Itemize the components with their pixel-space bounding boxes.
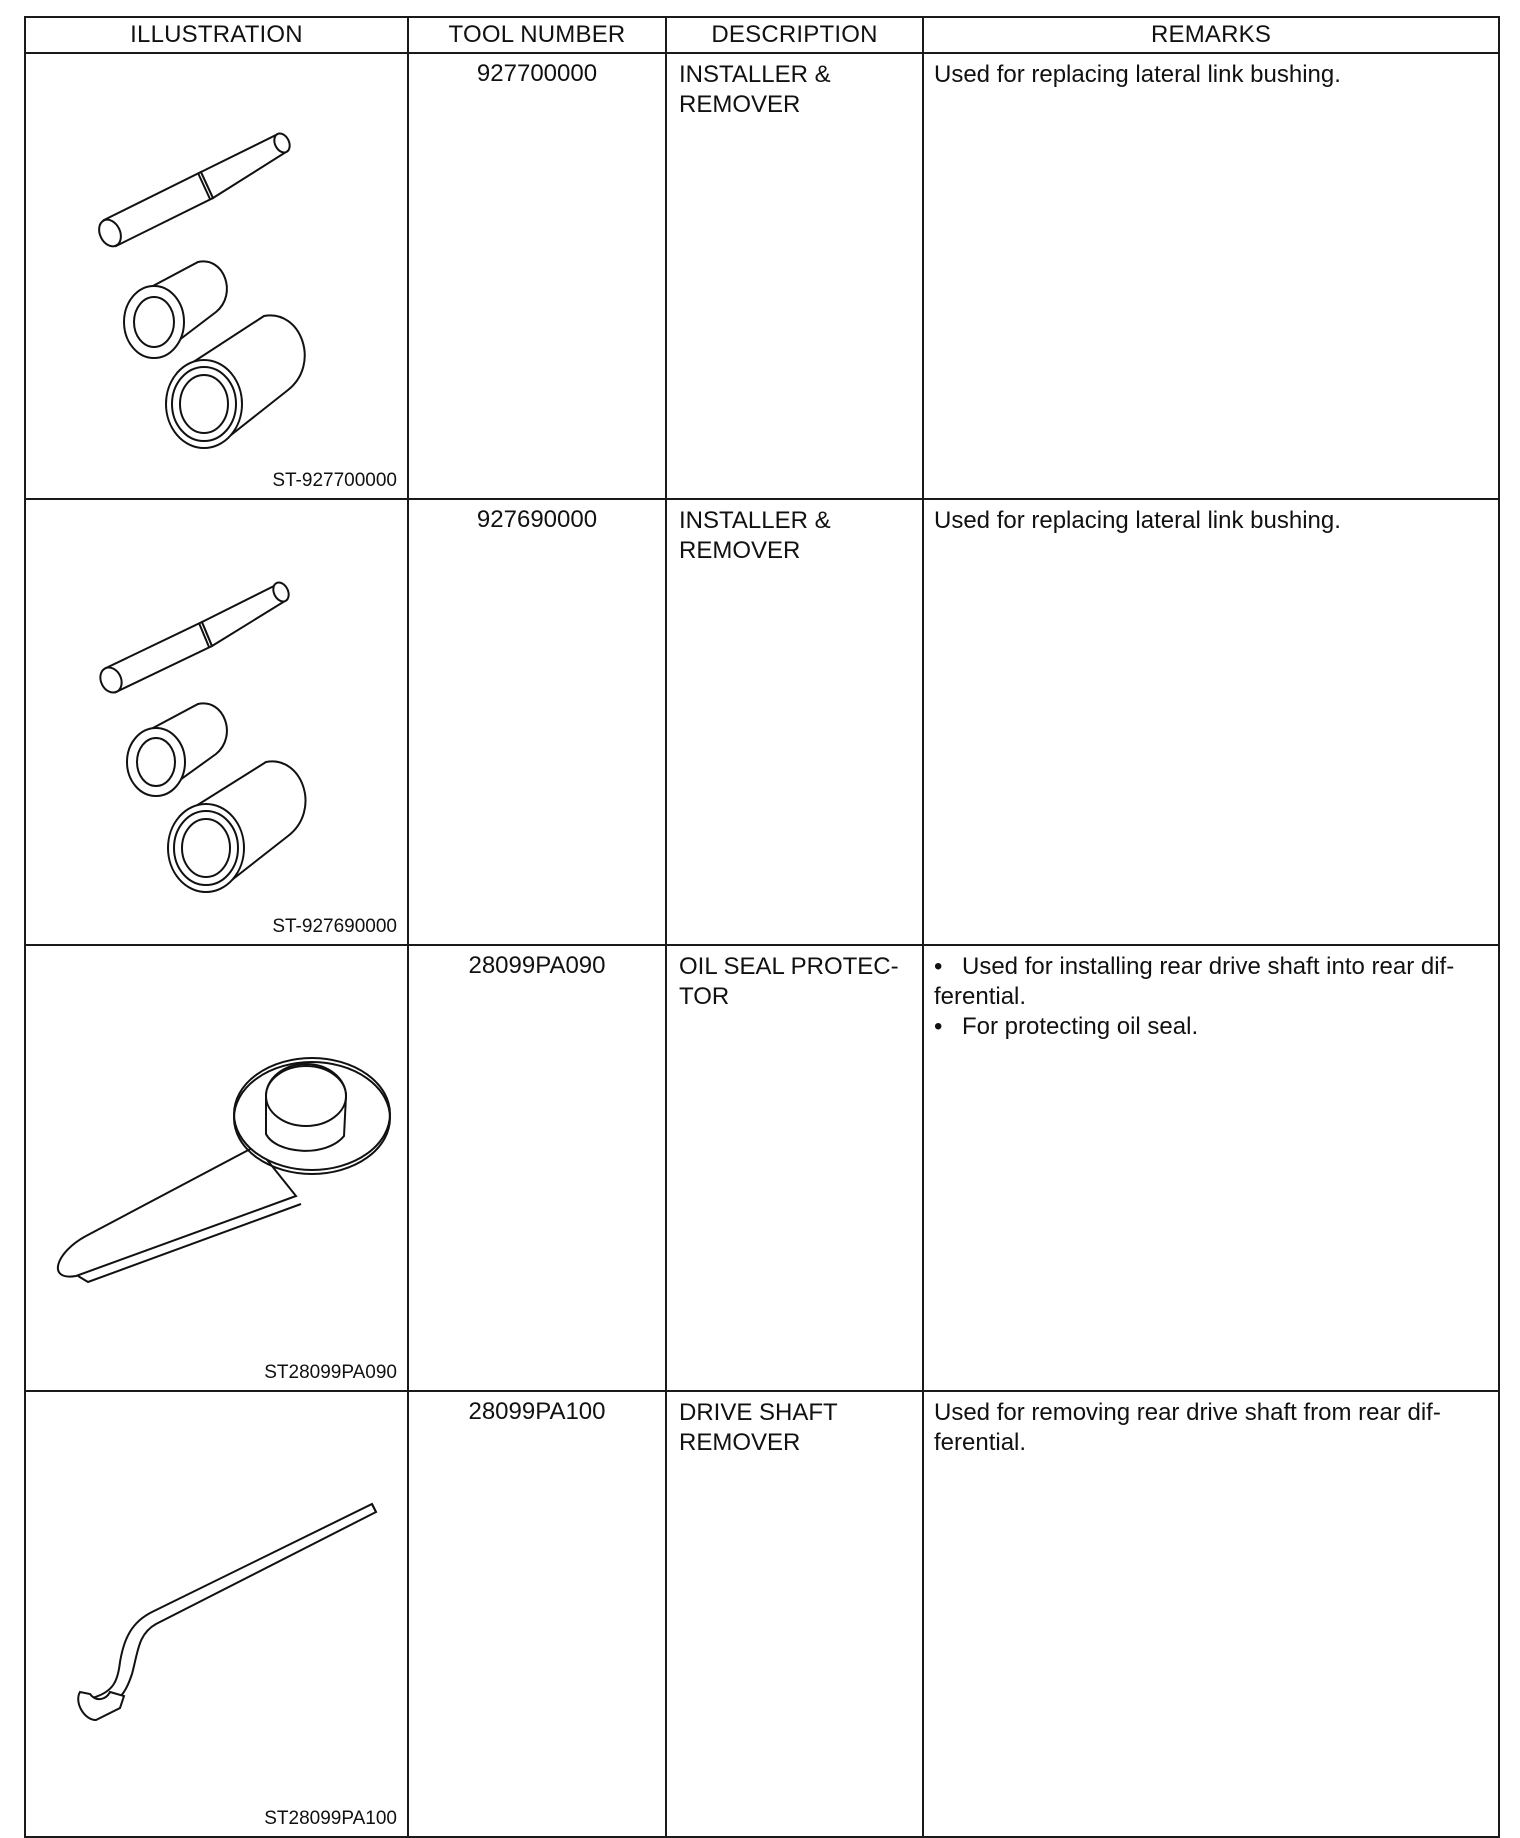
description-line: TOR	[679, 983, 730, 1010]
description-cell	[666, 945, 923, 1391]
description-cell	[666, 499, 923, 945]
header-illustration: ILLUSTRATION	[25, 17, 408, 53]
illustration-cell	[25, 499, 408, 945]
description-line: DRIVE SHAFT	[679, 1399, 838, 1426]
bullet-icon: •	[934, 1013, 943, 1040]
remarks-cell	[923, 499, 1499, 945]
remark-bullet-item	[934, 952, 1488, 982]
illustration-cell	[25, 1391, 408, 1837]
oil-seal-protector-illustration	[26, 946, 409, 1384]
tool-number-cell: 28099PA090	[408, 945, 666, 1391]
tool-number-cell: 927690000	[408, 499, 666, 945]
remark-bullet-item	[934, 1012, 1488, 1042]
remarks-cell	[923, 945, 1499, 1391]
illustration-cell	[25, 945, 408, 1391]
description-line: REMOVER	[679, 91, 801, 118]
header-remarks: REMARKS	[923, 17, 1499, 53]
remark-continuation: ferential.	[934, 983, 1027, 1010]
remark-text: Used for replacing lateral link bushing.	[934, 507, 1341, 534]
description-line: INSTALLER &	[679, 507, 831, 534]
remover-part	[78, 1504, 376, 1720]
installer-remover-illustration	[26, 500, 409, 938]
remark-text	[962, 952, 1454, 982]
description-line: OIL SEAL PROTEC-	[679, 953, 899, 980]
remarks-cell	[923, 1391, 1499, 1837]
protector-part	[58, 1058, 390, 1282]
description-line: REMOVER	[679, 537, 801, 564]
description-line: REMOVER	[679, 1429, 801, 1456]
illustration-code: ST28099PA100	[264, 1808, 397, 1829]
remark-text: For protecting oil seal.	[962, 1013, 1199, 1040]
header-tool-number: TOOL NUMBER	[408, 17, 666, 53]
small-sleeve-part	[127, 703, 227, 796]
remark-text: Used for removing rear drive shaft from rear dif-	[934, 1399, 1441, 1426]
shaft-part	[95, 131, 293, 250]
large-sleeve-part	[168, 761, 305, 892]
illustration-code: ST-927690000	[272, 916, 397, 937]
description-cell	[666, 53, 923, 499]
special-tools-table	[24, 16, 1500, 1838]
illustration-code: ST-927700000	[272, 470, 397, 491]
header-description: DESCRIPTION	[666, 17, 923, 53]
table-row	[25, 1391, 1499, 1837]
illustration-cell	[25, 53, 408, 499]
tool-number-cell: 28099PA100	[408, 1391, 666, 1837]
description-line: INSTALLER &	[679, 61, 831, 88]
remark-text: Used for replacing lateral link bushing.	[934, 61, 1341, 88]
remark-line: Used for installing rear drive shaft into rear dif-	[962, 953, 1455, 980]
tool-number-cell: 927700000	[408, 53, 666, 499]
installer-remover-illustration	[26, 54, 409, 492]
illustration-code: ST28099PA090	[264, 1362, 397, 1383]
drive-shaft-remover-illustration	[26, 1392, 409, 1830]
header-row	[25, 17, 1499, 53]
small-sleeve-part	[124, 261, 227, 358]
table-row	[25, 499, 1499, 945]
table-row	[25, 53, 1499, 499]
table-row	[25, 945, 1499, 1391]
remarks-cell	[923, 53, 1499, 499]
bullet-icon: •	[934, 953, 943, 980]
shaft-part	[96, 580, 291, 696]
remark-continuation: ferential.	[934, 1429, 1027, 1456]
description-cell	[666, 1391, 923, 1837]
